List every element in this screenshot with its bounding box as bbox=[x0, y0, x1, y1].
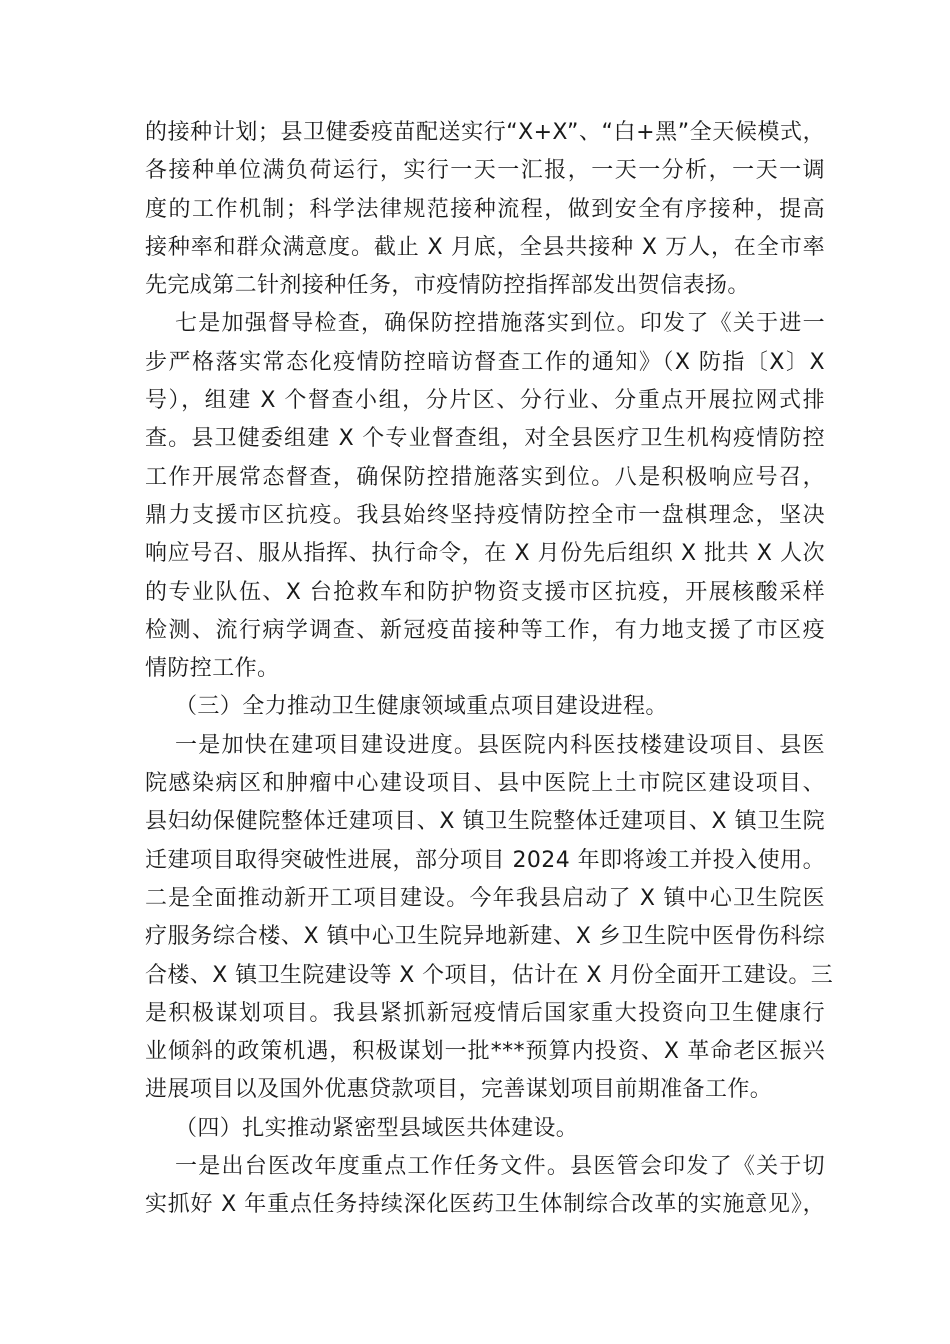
text-line: 一是出台医改年度重点工作任务文件。县医管会印发了《关于切 bbox=[175, 1154, 825, 1180]
text-line: 是积极谋划项目。我县紧抓新冠疫情后国家重大投资向卫生健康行 bbox=[145, 1000, 825, 1026]
text-line: 度的工作机制；科学法律规范接种流程，做到安全有序接种，提高 bbox=[145, 196, 825, 222]
text-line: 步严格落实常态化疫情防控暗访督查工作的通知》（X 防指〔X〕X bbox=[145, 349, 825, 375]
text-line: 迁建项目取得突破性进展，部分项目 2024 年即将竣工并投入使用。 bbox=[145, 847, 825, 873]
text-line: 的专业队伍、X 台抢救车和防护物资支援市区抗疫，开展核酸采样 bbox=[145, 579, 825, 605]
text-line: 疗服务综合楼、X 镇中心卫生院异地新建、X 乡卫生院中医骨伤科综 bbox=[145, 924, 825, 950]
text-line: 院感染病区和肿瘤中心建设项目、县中医院上土市院区建设项目、 bbox=[145, 771, 825, 797]
text-line: 工作开展常态督查，确保防控措施落实到位。八是积极响应号召， bbox=[145, 464, 825, 490]
text-line: （三）全力推动卫生健康领域重点项目建设进程。 bbox=[175, 694, 668, 720]
text-line: 各接种单位满负荷运行，实行一天一汇报，一天一分析，一天一调 bbox=[145, 158, 825, 184]
text-line: 号），组建 X 个督查小组，分片区、分行业、分重点开展拉网式排 bbox=[145, 388, 825, 414]
text-line: 先完成第二针剂接种任务，市疫情防控指挥部发出贺信表扬。 bbox=[145, 273, 750, 299]
text-line: 业倾斜的政策机遇，积极谋划一批***预算内投资、X 革命老区振兴 bbox=[145, 1039, 825, 1065]
text-line: 进展项目以及国外优惠贷款项目，完善谋划项目前期准备工作。 bbox=[145, 1077, 773, 1103]
text-line: 情防控工作。 bbox=[145, 656, 280, 682]
text-line: 的接种计划；县卫健委疫苗配送实行“X+X”、“白+黑”全天候模式， bbox=[145, 120, 825, 145]
text-line: 接种率和群众满意度。截止 X 月底，全县共接种 X 万人，在全市率 bbox=[145, 234, 825, 260]
text-line: 响应号召、服从指挥、执行命令，在 X 月份先后组织 X 批共 X 人次 bbox=[145, 541, 825, 567]
text-line: 县妇幼保健院整体迁建项目、X 镇卫生院整体迁建项目、X 镇卫生院 bbox=[145, 809, 825, 835]
text-line: 合楼、X 镇卫生院建设等 X 个项目，估计在 X 月份全面开工建设。三 bbox=[145, 962, 834, 988]
text-line: 二是全面推动新开工项目建设。今年我县启动了 X 镇中心卫生院医 bbox=[145, 885, 825, 911]
text-line: 一是加快在建项目建设进度。县医院内科医技楼建设项目、县医 bbox=[175, 732, 825, 758]
text-line: 查。县卫健委组建 X 个专业督查组，对全县医疗卫生机构疫情防控 bbox=[145, 426, 825, 452]
text-line: 检测、流行病学调查、新冠疫苗接种等工作，有力地支援了市区疫 bbox=[145, 617, 825, 643]
text-line: （四）扎实推动紧密型县域医共体建设。 bbox=[175, 1115, 579, 1141]
text-line: 鼎力支援市区抗疫。我县始终坚持疫情防控全市一盘棋理念，坚决 bbox=[145, 502, 825, 528]
document-body bbox=[145, 114, 834, 1225]
text-line: 七是加强督导检查，确保防控措施落实到位。印发了《关于进一 bbox=[175, 311, 825, 337]
text-line: 实抓好 X 年重点任务持续深化医药卫生体制综合改革的实施意见》， bbox=[145, 1192, 825, 1218]
